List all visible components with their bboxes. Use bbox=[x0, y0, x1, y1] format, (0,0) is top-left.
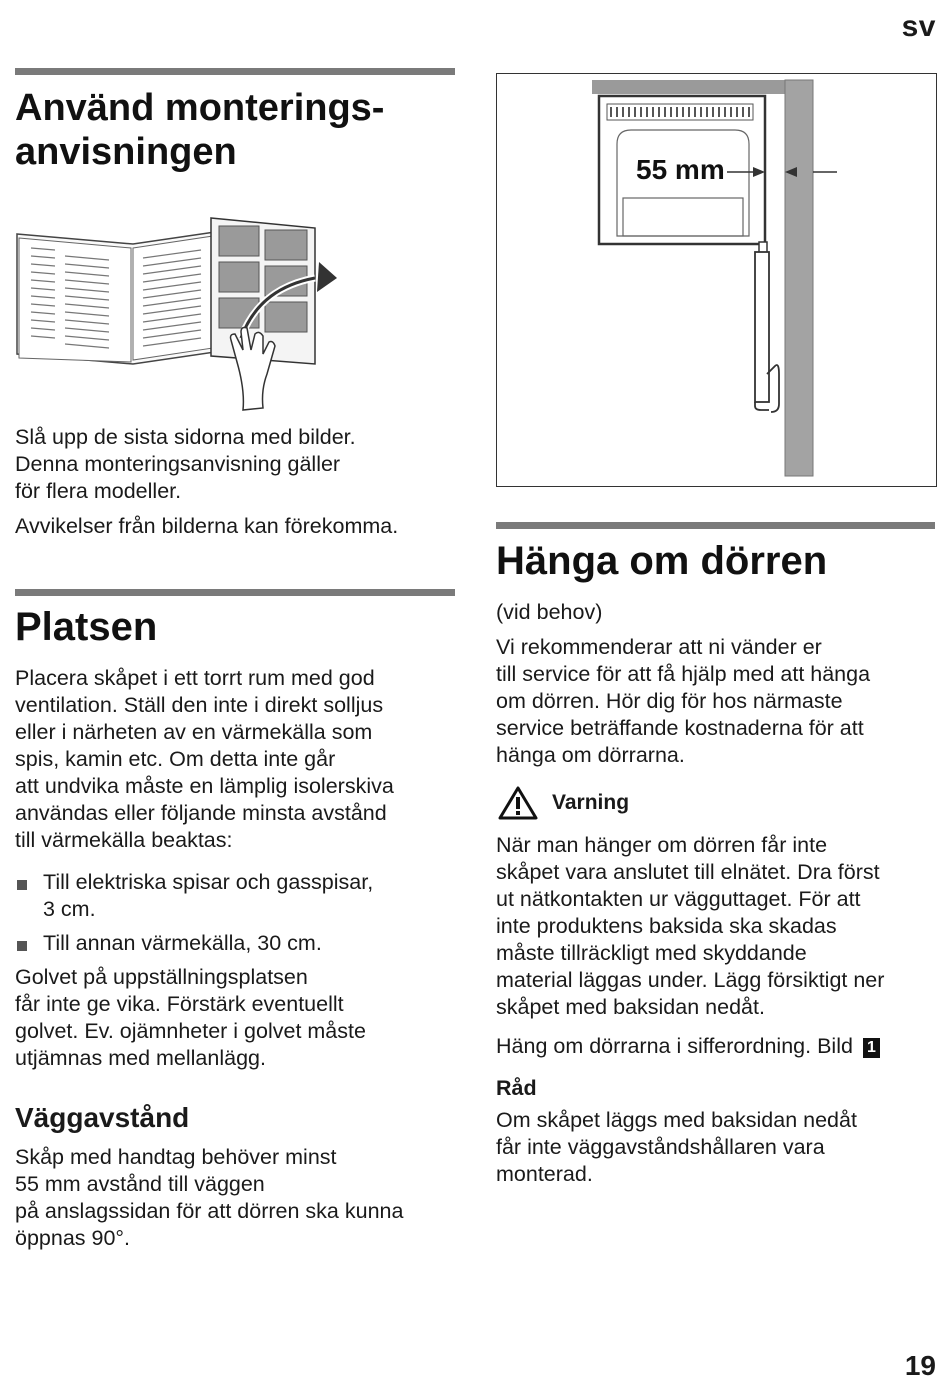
language-tag: sv bbox=[901, 10, 936, 43]
text-line: material läggas under. Lägg försiktigt ner bbox=[496, 968, 885, 992]
text-line: får inte väggavståndshållaren vara bbox=[496, 1135, 825, 1159]
text-line: Placera skåpet i ett torrt rum med god bbox=[15, 666, 375, 690]
text-line: skåpet med baksidan nedåt. bbox=[496, 995, 765, 1019]
platsen-para-2 bbox=[15, 964, 366, 1072]
wall-distance-figure bbox=[496, 73, 937, 487]
text-line: monterad. bbox=[496, 1162, 593, 1186]
text-line: Denna monteringsanvisning gäller bbox=[15, 452, 341, 476]
text-line: öppnas 90°. bbox=[15, 1226, 130, 1250]
hanga-subtitle: (vid behov) bbox=[496, 600, 603, 624]
text-line: inte produktens baksida ska skadas bbox=[496, 914, 837, 938]
figure-reference-badge: 1 bbox=[863, 1038, 880, 1058]
text-line: När man hänger om dörren får inte bbox=[496, 833, 828, 857]
text-line: spis, kamin etc. Om detta inte går bbox=[15, 747, 336, 771]
text-line: eller i närheten av en värmekälla som bbox=[15, 720, 373, 744]
list-item bbox=[15, 930, 373, 957]
tip-label: Råd bbox=[496, 1076, 537, 1100]
text-line: Skåp med handtag behöver minst bbox=[15, 1145, 337, 1169]
section-rule-hanga bbox=[496, 522, 935, 529]
section-rule-montering bbox=[15, 68, 455, 75]
dimension-label: 55 mm bbox=[636, 154, 725, 185]
text-line: för flera modeller. bbox=[15, 479, 182, 503]
text-line: till service för att få hjälp med att hänga bbox=[496, 662, 871, 686]
warning-header bbox=[498, 786, 629, 820]
text-line: golvet. Ev. ojämnheter i golvet måste bbox=[15, 1019, 366, 1043]
bullet-square-icon bbox=[17, 880, 27, 890]
title-line-1: Använd monterings- bbox=[15, 87, 385, 129]
wall-distance-drawing bbox=[497, 74, 936, 486]
hanga-para-1 bbox=[496, 634, 870, 769]
text-line: Golvet på uppställningsplatsen bbox=[15, 965, 308, 989]
text-line: får inte ge vika. Förstärk eventuellt bbox=[15, 992, 344, 1016]
section-title-hanga: Hänga om dörren bbox=[496, 539, 828, 583]
order-text-body: Häng om dörrarna i sifferordning. Bild bbox=[496, 1034, 853, 1058]
text-line: måste tillräckligt med skyddande bbox=[496, 941, 807, 965]
section-title-platsen: Platsen bbox=[15, 605, 158, 649]
vaggavstand-para bbox=[15, 1144, 403, 1252]
text-line: på anslagssidan för att dörren ska kunna bbox=[15, 1199, 404, 1223]
text-line: service beträffande kostnaderna för att bbox=[496, 716, 864, 740]
title-line-2: anvisningen bbox=[15, 131, 237, 173]
warning-label: Varning bbox=[552, 791, 630, 814]
distance-list bbox=[15, 869, 373, 957]
warning-text bbox=[496, 832, 884, 1021]
text-line: hänga om dörrarna. bbox=[496, 743, 685, 767]
text-line: 55 mm avstånd till väggen bbox=[15, 1172, 265, 1196]
list-item-line: Till elektriska spisar och gasspisar, bbox=[43, 870, 374, 894]
order-text bbox=[496, 1033, 880, 1060]
text-line: skåpet vara anslutet till elnätet. Dra först bbox=[496, 860, 880, 884]
section-rule-platsen bbox=[15, 589, 455, 596]
list-item-line: Till annan värmekälla, 30 cm. bbox=[43, 931, 322, 955]
text-line: om dörren. Hör dig för hos närmaste bbox=[496, 689, 843, 713]
tip-text bbox=[496, 1107, 857, 1188]
page-number: 19 bbox=[904, 1350, 936, 1381]
text-line: att undvika måste en lämplig isolerskiva bbox=[15, 774, 394, 798]
montering-para-2: Avvikelser från bilderna kan förekomma. bbox=[15, 514, 399, 538]
text-line: Vi rekommenderar att ni vänder er bbox=[496, 635, 822, 659]
platsen-para-1 bbox=[15, 665, 394, 854]
text-line: Om skåpet läggs med baksidan nedåt bbox=[496, 1108, 857, 1132]
section-title-vaggavstand: Väggavstånd bbox=[15, 1102, 190, 1133]
text-line: till värmekälla beaktas: bbox=[15, 828, 233, 852]
manual-illustration bbox=[15, 212, 345, 422]
section-title-montering bbox=[15, 86, 384, 174]
text-line: utjämnas med mellanlägg. bbox=[15, 1046, 266, 1070]
text-line: Slå upp de sista sidorna med bilder. bbox=[15, 425, 356, 449]
text-line: ut nätkontakten ur vägguttaget. För att bbox=[496, 887, 861, 911]
bullet-square-icon bbox=[17, 941, 27, 951]
montering-para-1 bbox=[15, 424, 356, 505]
list-item bbox=[15, 869, 373, 923]
list-item-line: 3 cm. bbox=[43, 897, 96, 921]
text-line: användas eller följande minsta avstånd bbox=[15, 801, 387, 825]
warning-triangle-icon bbox=[498, 786, 538, 820]
text-line: ventilation. Ställ den inte i direkt solljus bbox=[15, 693, 384, 717]
